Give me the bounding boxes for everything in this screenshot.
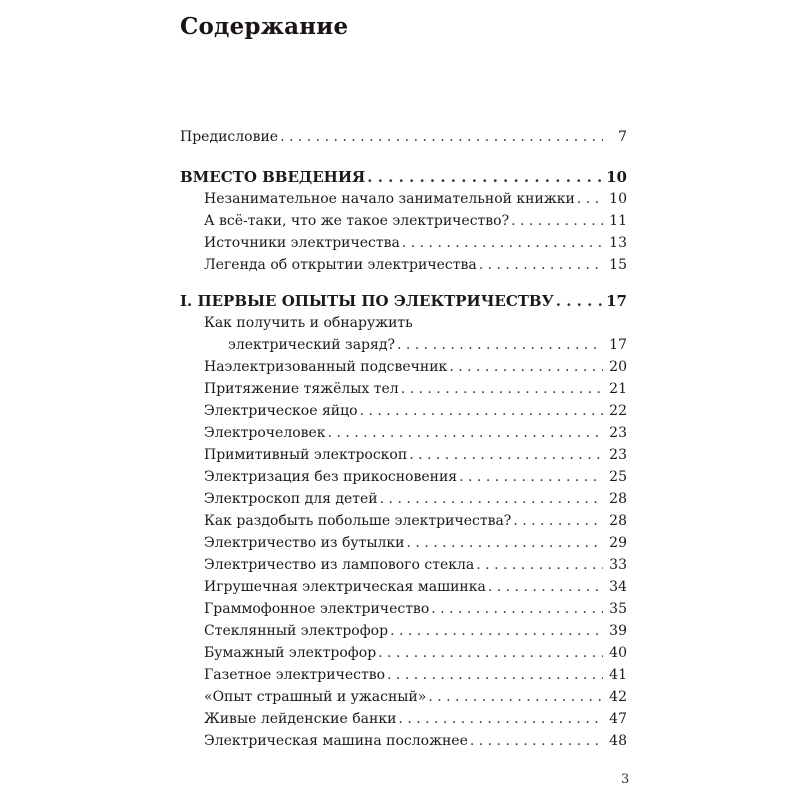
toc-entry-label: электрический заряд?: [228, 337, 395, 353]
dot-leader: [409, 444, 603, 466]
dot-leader: [479, 254, 603, 276]
dot-leader: [328, 422, 603, 444]
toc-entry-label: Незанимательное начало занимательной книжки: [204, 191, 575, 207]
toc-entry-page: 40: [609, 645, 627, 661]
toc-entry[interactable]: [180, 356, 627, 378]
dot-leader: [431, 598, 603, 620]
toc-entry[interactable]: [180, 532, 627, 554]
dot-leader: [449, 356, 603, 378]
toc-entry-page: 47: [609, 711, 627, 727]
toc-entry-page: 11: [609, 213, 627, 229]
toc-entry-label: Источники электричества: [204, 235, 400, 251]
toc-entry[interactable]: [180, 554, 627, 576]
toc-entry[interactable]: [180, 708, 627, 730]
dot-leader: [390, 620, 603, 642]
toc-entry-label: Легенда об открытии электричества: [204, 257, 477, 273]
toc-entry-page: 42: [609, 689, 627, 705]
toc-entry-label: «Опыт страшный и ужасный»: [204, 689, 427, 705]
toc-section-page: 17: [606, 292, 627, 310]
dot-leader: [459, 466, 603, 488]
dot-leader: [280, 126, 603, 148]
toc-entry-label: Электризация без прикосновения: [204, 469, 458, 485]
toc-entry-label: Предисловие: [180, 129, 279, 145]
toc-entry[interactable]: [180, 620, 627, 642]
toc-entry[interactable]: [180, 210, 627, 232]
dot-leader: [397, 334, 603, 356]
toc-entry[interactable]: [180, 466, 627, 488]
toc-entry[interactable]: [180, 188, 627, 210]
toc-entry-page: 33: [609, 557, 627, 573]
toc-section-first-experiments[interactable]: [180, 290, 627, 312]
toc-entry-page: 22: [609, 403, 627, 419]
dot-leader: [360, 400, 603, 422]
toc-entry[interactable]: [180, 488, 627, 510]
toc-entry-label: Электрочеловек: [204, 425, 326, 441]
toc-entry-label: А всё-таки, что же такое электричество?: [204, 213, 510, 229]
dot-leader: [367, 166, 602, 188]
toc-entry[interactable]: [180, 254, 627, 276]
table-of-contents: [180, 126, 627, 752]
toc-entry-label: Как получить и обнаружить: [204, 315, 413, 331]
toc-entry-label: Газетное электричество: [204, 667, 386, 683]
toc-entry-page: 23: [609, 447, 627, 463]
toc-entry-page: 10: [609, 191, 627, 207]
dot-leader: [556, 290, 602, 312]
dot-leader: [577, 188, 603, 210]
dot-leader: [380, 488, 603, 510]
dot-leader: [470, 730, 603, 752]
dot-leader: [401, 378, 603, 400]
toc-entry-label: Притяжение тяжёлых тел: [204, 381, 399, 397]
toc-entry[interactable]: [180, 576, 627, 598]
toc-entry-page: 17: [609, 337, 627, 353]
toc-entry-page: 20: [609, 359, 627, 375]
toc-entry-page: 13: [609, 235, 627, 251]
toc-entry-label: Стеклянный электрофор: [204, 623, 389, 639]
dot-leader: [402, 232, 603, 254]
toc-entry[interactable]: [180, 598, 627, 620]
toc-entry-page: 48: [609, 733, 627, 749]
toc-entry-label: Игрушечная электрическая машинка: [204, 579, 486, 595]
toc-entry-page: 15: [609, 257, 627, 273]
toc-entry[interactable]: [180, 510, 627, 532]
toc-section-intro[interactable]: [180, 166, 627, 188]
toc-entry-label: Как раздобыть побольше электричества?: [204, 513, 512, 529]
toc-entry[interactable]: [180, 444, 627, 466]
toc-entry[interactable]: [180, 686, 627, 708]
dot-leader: [378, 642, 603, 664]
toc-section-label: I. ПЕРВЫЕ ОПЫТЫ ПО ЭЛЕКТРИЧЕСТВУ: [180, 292, 554, 310]
toc-entry-page: 35: [609, 601, 627, 617]
toc-entry-label: Граммофонное электричество: [204, 601, 430, 617]
toc-entry-page: 39: [609, 623, 627, 639]
dot-leader: [398, 708, 603, 730]
toc-entry-page: 28: [609, 513, 627, 529]
toc-entry-page: 7: [618, 129, 627, 145]
toc-entry-label: Бумажный электрофор: [204, 645, 377, 661]
toc-entry-page: 21: [609, 381, 627, 397]
dot-leader: [511, 210, 603, 232]
toc-entry-page: 25: [609, 469, 627, 485]
dot-leader: [488, 576, 603, 598]
toc-entry-label: Электричество из бутылки: [204, 535, 405, 551]
toc-entry-label: Электроскоп для детей: [204, 491, 378, 507]
dot-leader: [476, 554, 603, 576]
toc-entry-label: Электрическая машина посложнее: [204, 733, 468, 749]
toc-entry-page: 41: [609, 667, 627, 683]
toc-entry[interactable]: [180, 730, 627, 752]
dot-leader: [428, 686, 603, 708]
toc-entry-label: Электрическое яйцо: [204, 403, 358, 419]
toc-entry-label: Примитивный электроскоп: [204, 447, 408, 463]
toc-entry-page: 29: [609, 535, 627, 551]
toc-section-page: 10: [606, 168, 627, 186]
toc-entry-page: 23: [609, 425, 627, 441]
toc-entry-label: Живые лейденские банки: [204, 711, 397, 727]
dot-leader: [407, 532, 603, 554]
toc-entry[interactable]: [180, 232, 627, 254]
dot-leader: [387, 664, 603, 686]
toc-section-label: ВМЕСТО ВВЕДЕНИЯ: [180, 168, 366, 186]
toc-entry-label: Наэлектризованный подсвечник: [204, 359, 448, 375]
toc-entry-continuation[interactable]: [180, 334, 627, 356]
page-number: 3: [621, 772, 630, 787]
toc-entry[interactable]: [180, 378, 627, 400]
toc-entry[interactable]: [180, 312, 627, 334]
toc-entry-label: Электричество из лампового стекла: [204, 557, 475, 573]
toc-entry-page: 34: [609, 579, 627, 595]
toc-entry[interactable]: [180, 642, 627, 664]
toc-entry[interactable]: [180, 422, 627, 444]
toc-entry-page: 28: [609, 491, 627, 507]
toc-entry-preface[interactable]: [180, 126, 627, 148]
page-title: Содержание: [180, 13, 349, 40]
toc-entry[interactable]: [180, 664, 627, 686]
dot-leader: [513, 510, 603, 532]
toc-entry[interactable]: [180, 400, 627, 422]
